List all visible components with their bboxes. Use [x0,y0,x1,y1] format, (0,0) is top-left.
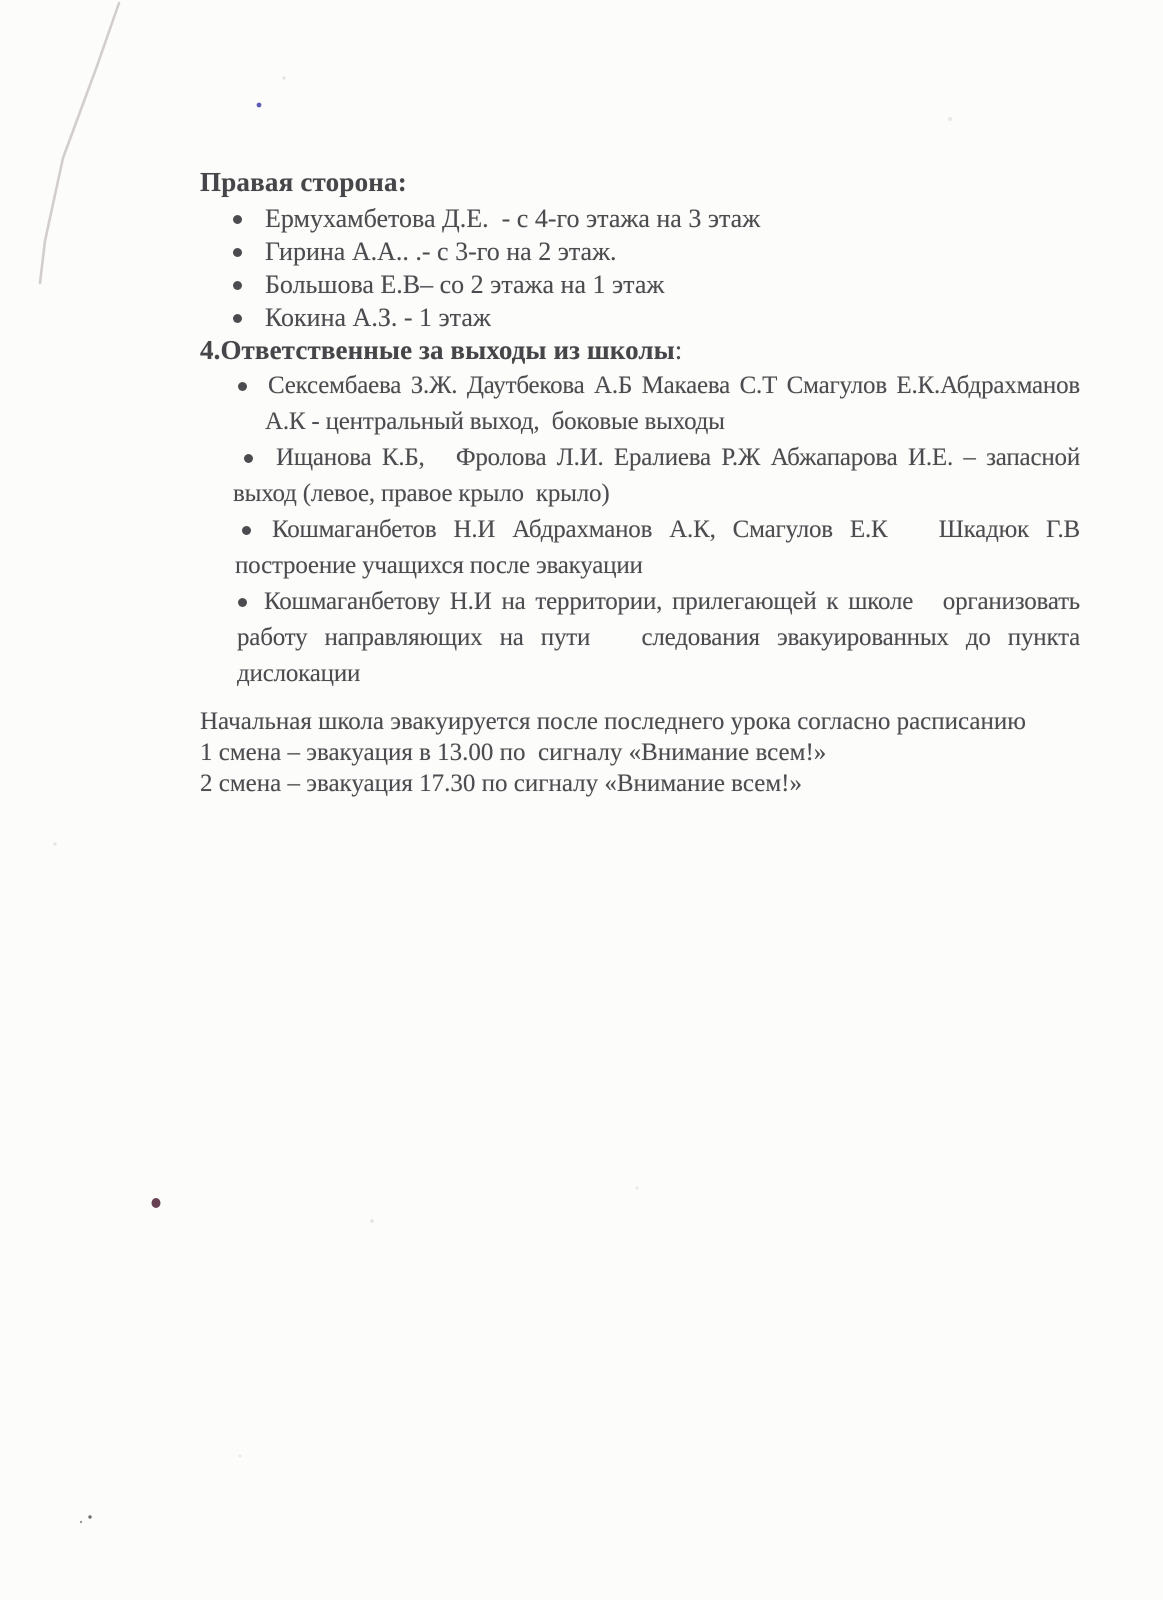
paragraph-line [200,476,1080,512]
paragraph-line [200,656,1080,692]
paragraph-line [200,584,1080,620]
bullet-icon [238,382,247,391]
schedule-line: 1 смена – эвакуация в 13.00 по сигналу «Внимание всем!» [200,739,827,766]
bullet-icon [233,248,242,257]
speck-icon [282,76,285,79]
list-item [200,268,1080,301]
bullet-icon [242,526,251,535]
paragraph-line [200,368,1080,404]
list-item-text: Ермухамбетова Д.Е. - с 4-го этажа на 3 этаж [265,204,761,233]
schedule-line: 2 смена – эвакуация 17.30 по сигналу «Внимание всем!» [200,770,802,797]
paragraph-text: Ищанова К.Б, Фролова Л.И. Ералиева Р.Ж Абжапарова И.Е. – запасной [276,444,1080,471]
bullet-icon [238,598,247,607]
list-item [200,202,1080,235]
heading-exits [200,334,1080,368]
speck-icon [239,1455,242,1458]
crease-line [40,3,119,283]
speck-icon [370,1219,374,1223]
ink-dot-icon [152,1198,161,1208]
paragraph-text: Кошмаганбетов Н.И Абдрахманов А.К, Смагулов Е.К Шкадюк Г.В [272,516,1080,543]
bullet-icon [244,454,253,463]
paragraph-line [200,404,1080,440]
paragraph-text: работу направляющих на пути следования эвакуированных до пункта [237,624,1080,651]
paragraph-text: дислокации [237,660,361,687]
paragraph-line [200,440,1080,476]
heading-exits-text: 4.Ответственные за выходы из школы [200,335,675,365]
paragraph-text: выход (левое, правое крыло крыло) [233,480,610,507]
paragraph-line [200,620,1080,656]
heading-right-side: Правая сторона: [200,167,407,197]
speck-icon [948,117,952,121]
speck-icon [80,1521,82,1523]
document-content [200,164,1080,799]
paragraph-line [200,548,1080,584]
speck-icon [636,1187,639,1190]
paragraph-text: Кошмаганбетову Н.И на территории, прилегающей к школе организовать [264,588,1080,615]
speck-icon [53,842,56,845]
paragraph-text: построение учащихся после эвакуации [235,552,643,579]
list-item-text: Большова Е.В– со 2 этажа на 1 этаж [265,270,665,299]
paragraph-line [200,512,1080,548]
speck-icon [88,1515,91,1518]
pen-dot-icon [257,103,262,108]
list-item [200,301,1080,334]
paragraph-text: А.К - центральный выход, боковые выходы [265,408,725,435]
list-item [200,235,1080,268]
schedule-paragraph [200,706,1080,799]
bullet-icon [233,314,242,323]
list-item-text: Кокина А.З. - 1 этаж [265,303,491,332]
bullet-icon [233,215,242,224]
bullet-icon [233,281,242,290]
paragraph-text: Сексембаева З.Ж. Даутбекова А.Б Макаева С.Т Смагулов Е.К.Абдрахманов [268,372,1080,399]
schedule-line: Начальная школа эвакуируется после последнего урока согласно расписанию [200,708,1026,735]
list-item-text: Гирина А.А.. .- с 3-го на 2 этаж. [265,237,617,266]
heading-exits-colon: : [674,335,683,365]
